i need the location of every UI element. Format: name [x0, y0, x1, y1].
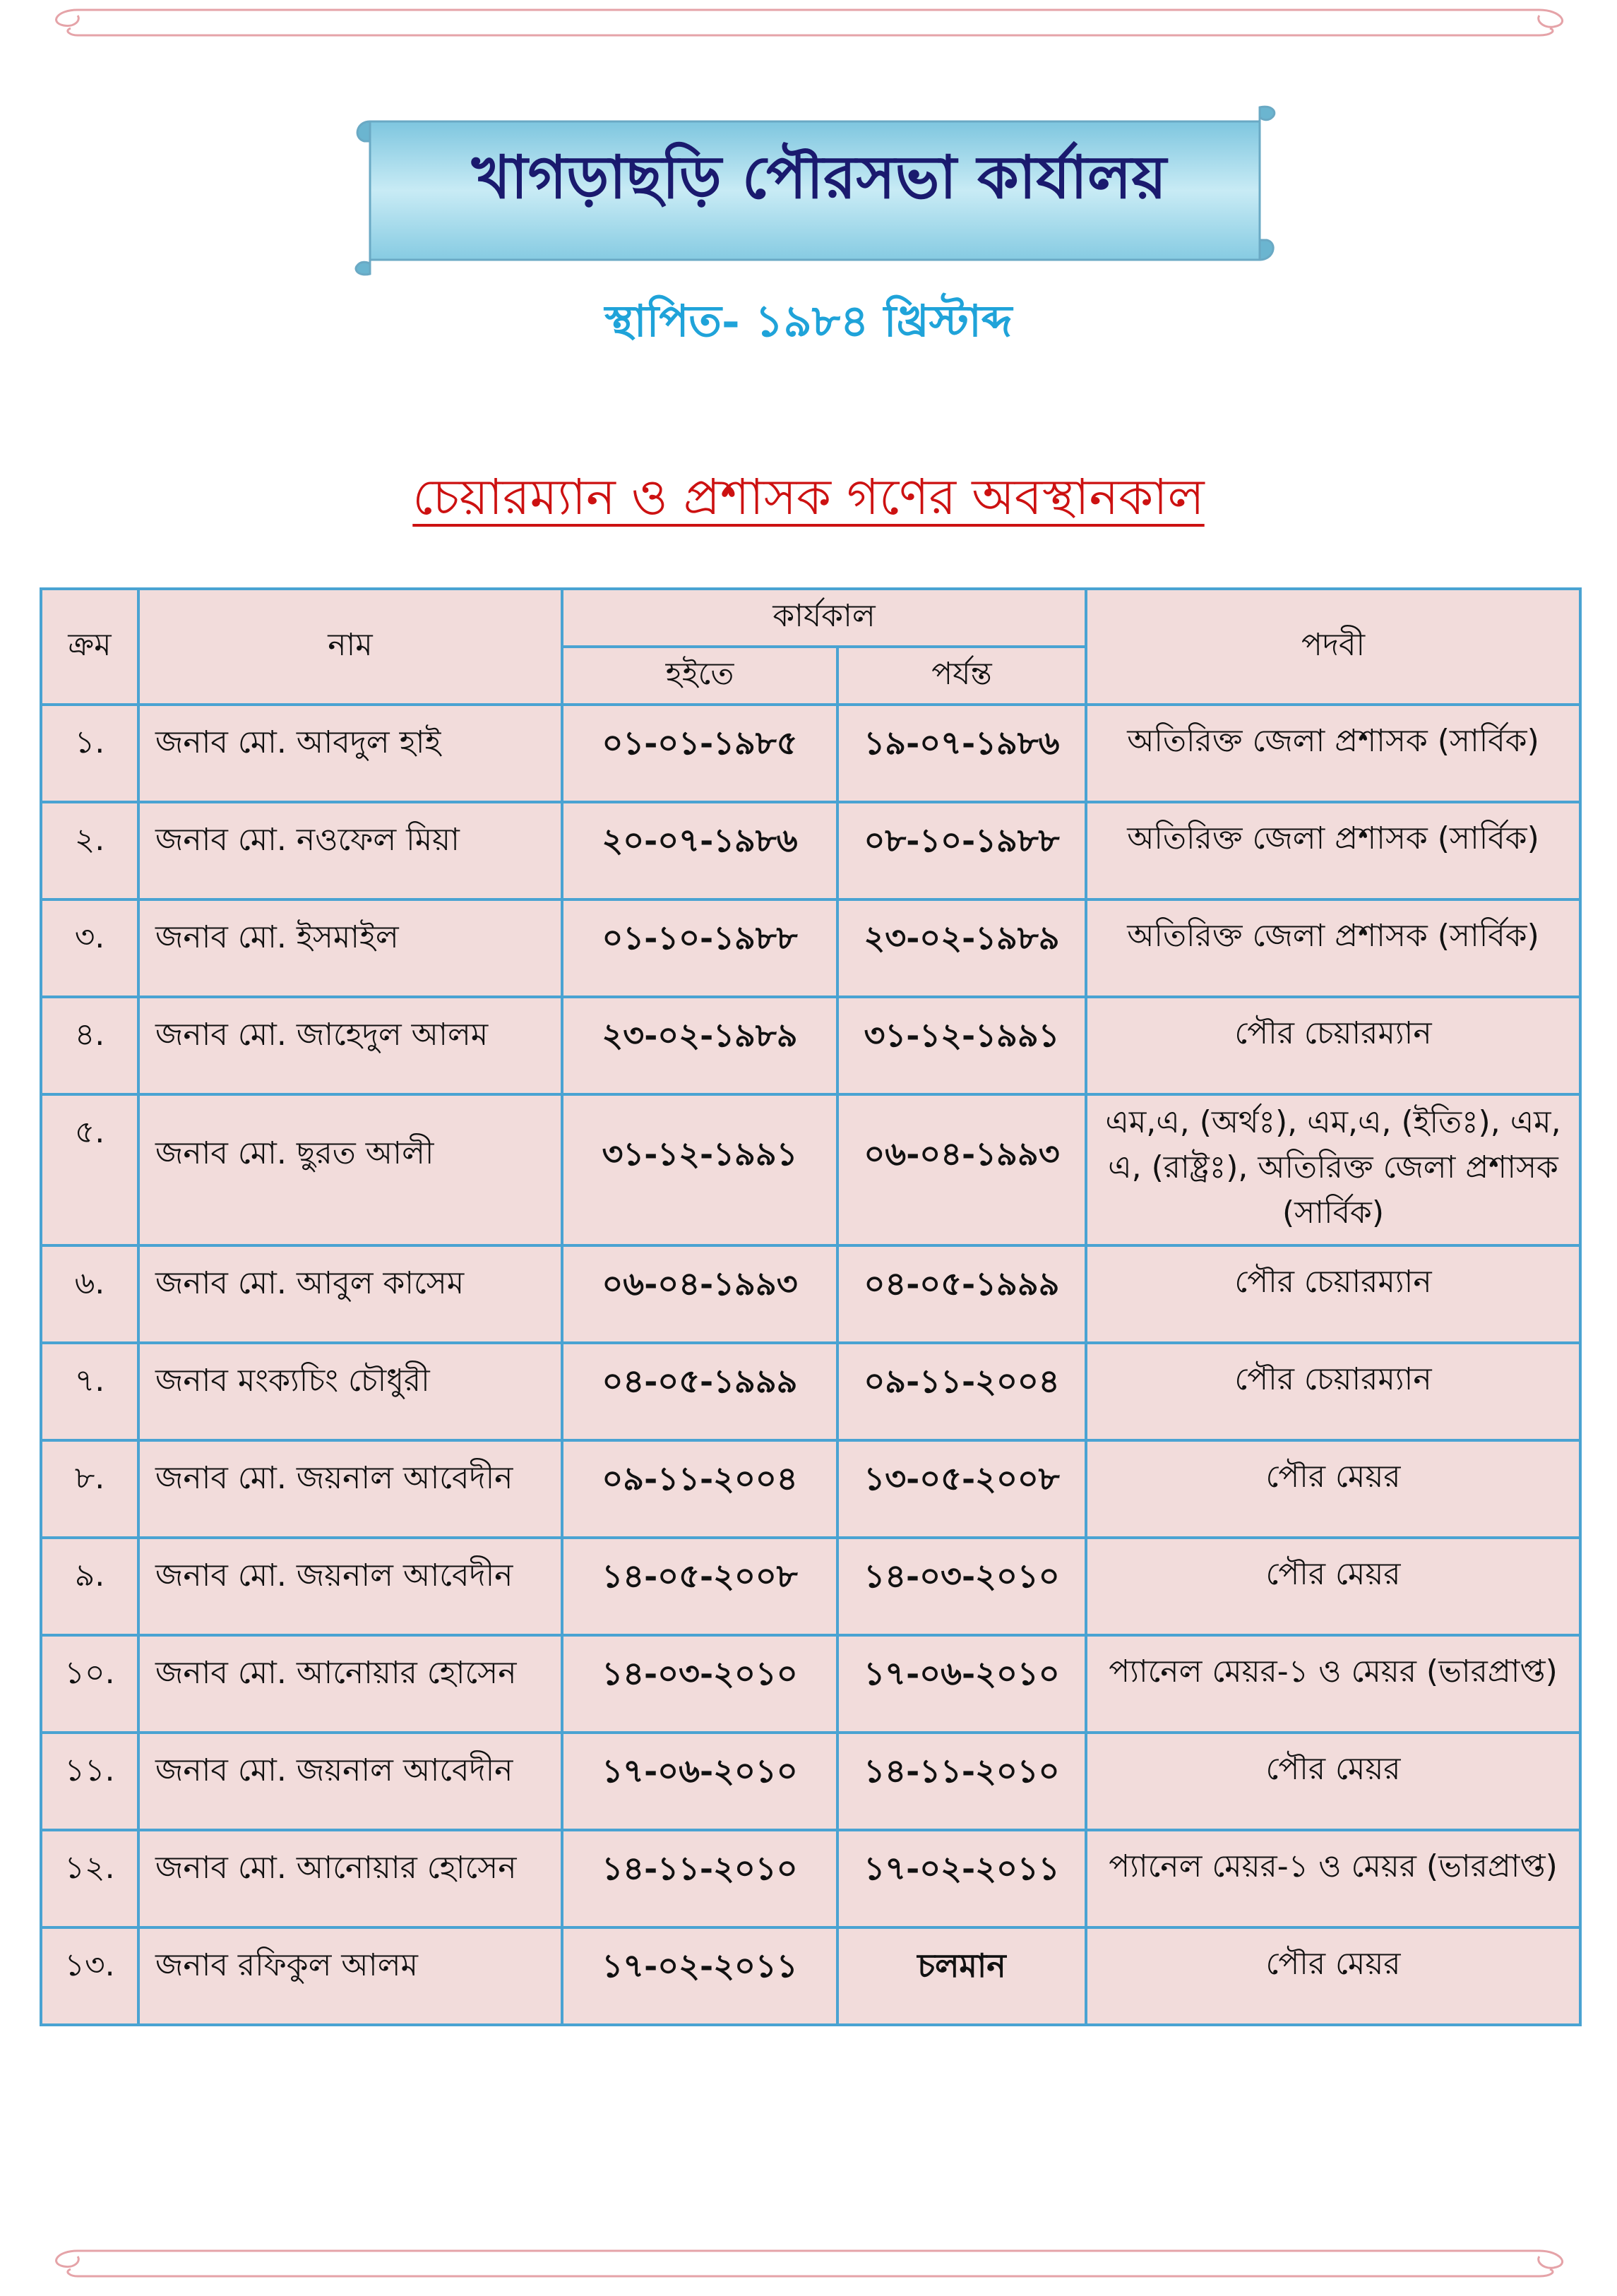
table-row — [41, 1927, 1580, 2025]
row-from: ৩১-১২-১৯৯১ — [562, 1094, 837, 1245]
office-title: খাগড়াছড়ি পৌরসভা কার্যালয় — [471, 143, 1167, 212]
row-serial: ১২. — [41, 1830, 138, 1927]
row-serial: ১১. — [41, 1733, 138, 1830]
row-to: ১৭-০৬-২০১০ — [837, 1635, 1086, 1733]
row-name: জনাব মো. আবদুল হাই — [138, 705, 562, 802]
row-from: ২০-০৭-১৯৮৬ — [562, 802, 837, 899]
row-name: জনাব মো. জয়নাল আবেদীন — [138, 1440, 562, 1538]
established-year: স্থাপিত- ১৯৮৪ খ্রিস্টাব্দ — [604, 295, 1013, 347]
row-post: প্যানেল মেয়র-১ ও মেয়র (ভারপ্রাপ্ত) — [1086, 1635, 1580, 1733]
row-name: জনাব মো. ছুরত আলী — [138, 1094, 562, 1245]
row-to: ০৯-১১-২০০৪ — [837, 1343, 1086, 1440]
row-serial: ১. — [41, 705, 138, 802]
row-to: ১৯-০৭-১৯৮৬ — [837, 705, 1086, 802]
bottom-scroll-border — [42, 2244, 1575, 2283]
table-row — [41, 1830, 1580, 1927]
row-post: পৌর চেয়ারম্যান — [1086, 1245, 1580, 1343]
row-post: এম,এ, (অর্থঃ), এম,এ, (ইতিঃ), এম, এ, (রাষ্ট্রঃ), অতিরিক্ত জেলা প্রশাসক (সার্বিক) — [1086, 1094, 1580, 1245]
table-row — [41, 1538, 1580, 1635]
table-row — [41, 1733, 1580, 1830]
row-name: জনাব মো. আবুল কাসেম — [138, 1245, 562, 1343]
row-post: পৌর মেয়র — [1086, 1927, 1580, 2025]
col-to-header: পর্যন্ত — [837, 647, 1086, 705]
row-to: ১৩-০৫-২০০৮ — [837, 1440, 1086, 1538]
table-row — [41, 1440, 1580, 1538]
table-row — [41, 899, 1580, 997]
row-serial: ১৩. — [41, 1927, 138, 2025]
row-serial: ৭. — [41, 1343, 138, 1440]
table-row — [41, 1343, 1580, 1440]
col-tenure-header: কার্যকাল — [562, 589, 1086, 647]
col-serial-header: ক্রম — [41, 589, 138, 705]
row-from: ১৭-০৬-২০১০ — [562, 1733, 837, 1830]
row-to: ৩১-১২-১৯৯১ — [837, 997, 1086, 1094]
row-from: ০৪-০৫-১৯৯৯ — [562, 1343, 837, 1440]
row-serial: ৫. — [41, 1094, 138, 1245]
row-to: চলমান — [837, 1927, 1086, 2025]
row-from: ০১-০১-১৯৮৫ — [562, 705, 837, 802]
table-row — [41, 705, 1580, 802]
tenure-table — [40, 587, 1582, 2026]
row-to: ১৭-০২-২০১১ — [837, 1830, 1086, 1927]
table-row — [41, 1245, 1580, 1343]
row-to: ০৬-০৪-১৯৯৩ — [837, 1094, 1086, 1245]
row-name: জনাব মো. জয়নাল আবেদীন — [138, 1733, 562, 1830]
row-to: ২৩-০২-১৯৮৯ — [837, 899, 1086, 997]
row-post: পৌর মেয়র — [1086, 1440, 1580, 1538]
table-row — [41, 802, 1580, 899]
row-from: ১৪-০৩-২০১০ — [562, 1635, 837, 1733]
row-name: জনাব মো. নওফেল মিয়া — [138, 802, 562, 899]
table-row — [41, 997, 1580, 1094]
row-serial: ৪. — [41, 997, 138, 1094]
section-heading-wrap — [0, 459, 1617, 542]
row-serial: ৩. — [41, 899, 138, 997]
row-post: অতিরিক্ত জেলা প্রশাসক (সার্বিক) — [1086, 802, 1580, 899]
row-from: ০৬-০৪-১৯৯৩ — [562, 1245, 837, 1343]
row-serial: ২. — [41, 802, 138, 899]
row-name: জনাব রফিকুল আলম — [138, 1927, 562, 2025]
row-name: জনাব মো. ইসমাইল — [138, 899, 562, 997]
row-from: ২৩-০২-১৯৮৯ — [562, 997, 837, 1094]
row-name: জনাব মো. জয়নাল আবেদীন — [138, 1538, 562, 1635]
row-post: অতিরিক্ত জেলা প্রশাসক (সার্বিক) — [1086, 899, 1580, 997]
row-post: পৌর চেয়ারম্যান — [1086, 1343, 1580, 1440]
row-from: ০১-১০-১৯৮৮ — [562, 899, 837, 997]
section-heading: চেয়ারম্যান ও প্রশাসক গণের অবস্থানকাল — [412, 468, 1205, 526]
row-name: জনাব মংক্যচিং চৌধুরী — [138, 1343, 562, 1440]
row-to: ০৮-১০-১৯৮৮ — [837, 802, 1086, 899]
row-from: ১৭-০২-২০১১ — [562, 1927, 837, 2025]
row-serial: ৯. — [41, 1538, 138, 1635]
row-serial: ১০. — [41, 1635, 138, 1733]
row-from: ১৪-০৫-২০০৮ — [562, 1538, 837, 1635]
row-name: জনাব মো. আনোয়ার হোসেন — [138, 1830, 562, 1927]
row-post: পৌর মেয়র — [1086, 1733, 1580, 1830]
row-name: জনাব মো. আনোয়ার হোসেন — [138, 1635, 562, 1733]
col-from-header: হইতে — [562, 647, 837, 705]
col-name-header: নাম — [138, 589, 562, 705]
row-post: প্যানেল মেয়র-১ ও মেয়র (ভারপ্রাপ্ত) — [1086, 1830, 1580, 1927]
row-serial: ৬. — [41, 1245, 138, 1343]
table-row — [41, 1635, 1580, 1733]
row-to: ১৪-০৩-২০১০ — [837, 1538, 1086, 1635]
row-to: ১৪-১১-২০১০ — [837, 1733, 1086, 1830]
top-scroll-border — [42, 3, 1575, 42]
row-from: ১৪-১১-২০১০ — [562, 1830, 837, 1927]
row-to: ০৪-০৫-১৯৯৯ — [837, 1245, 1086, 1343]
row-post: অতিরিক্ত জেলা প্রশাসক (সার্বিক) — [1086, 705, 1580, 802]
row-serial: ৮. — [41, 1440, 138, 1538]
col-post-header: পদবী — [1086, 589, 1580, 705]
row-post: পৌর চেয়ারম্যান — [1086, 997, 1580, 1094]
row-post: পৌর মেয়র — [1086, 1538, 1580, 1635]
row-name: জনাব মো. জাহেদুল আলম — [138, 997, 562, 1094]
table-row — [41, 1094, 1580, 1245]
row-from: ০৯-১১-২০০৪ — [562, 1440, 837, 1538]
